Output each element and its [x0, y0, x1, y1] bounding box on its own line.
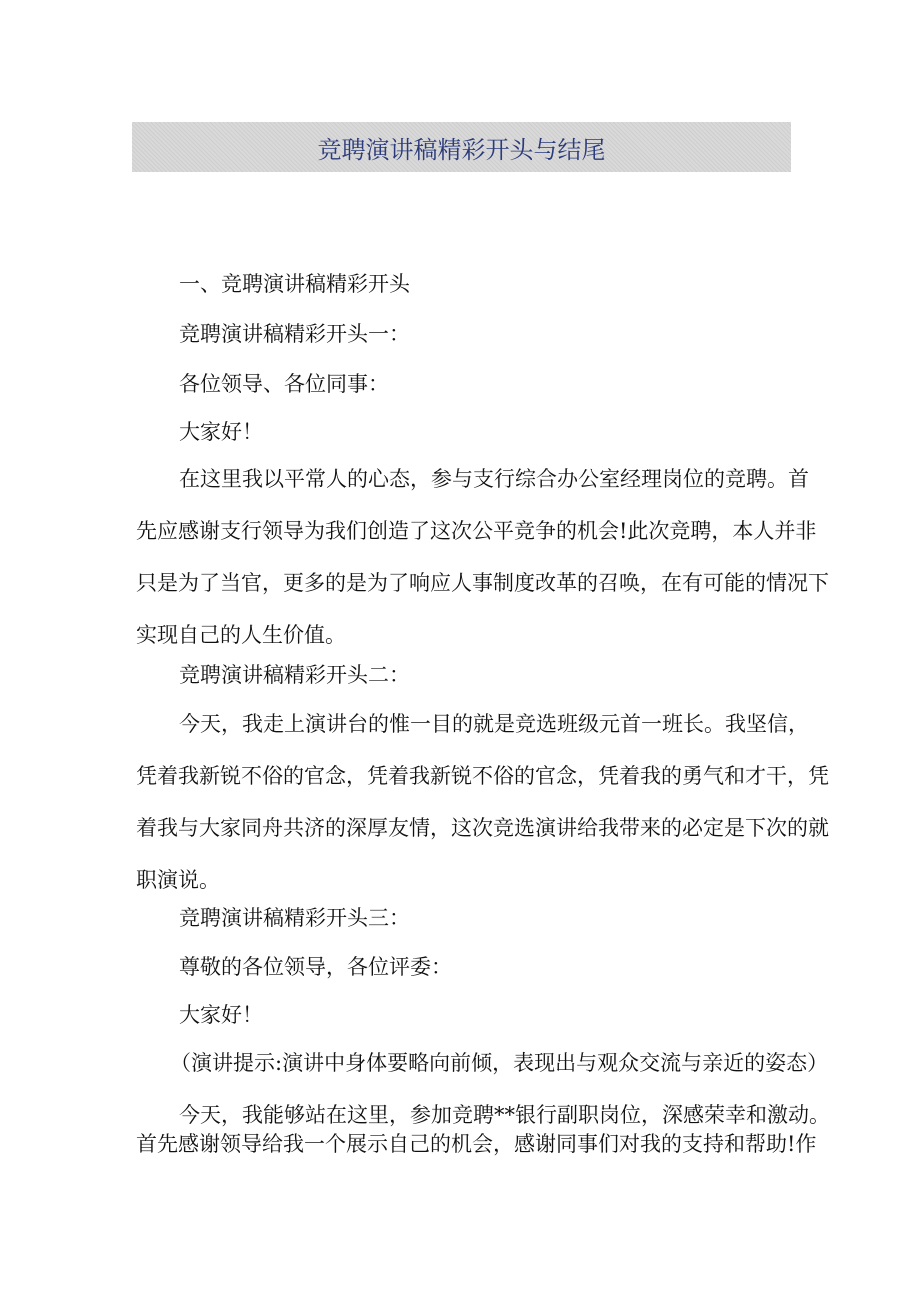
speech-tip: （演讲提示:演讲中身体要略向前倾，表现出与观众交流与亲近的姿态） [170, 1051, 829, 1075]
opening1-greeting: 大家好！ [179, 420, 263, 444]
opening1-body-line: 在这里我以平常人的心态，参与支行综合办公室经理岗位的竞聘。首 [179, 467, 809, 491]
opening2-label: 竞聘演讲稿精彩开头二： [179, 663, 410, 687]
title-banner [132, 122, 791, 172]
opening3-greeting: 大家好！ [179, 1003, 263, 1027]
opening2-body-line: 职演说。 [136, 868, 220, 892]
opening2-body-line: 今天，我走上演讲台的惟一目的就是竞选班级元首一班长。我坚信， [179, 712, 809, 736]
section-heading: 一、竞聘演讲稿精彩开头 [179, 272, 410, 296]
opening1-salutation: 各位领导、各位同事： [179, 372, 389, 396]
opening3-salutation: 尊敬的各位领导，各位评委： [179, 955, 452, 979]
opening3-body-line: 今天，我能够站在这里，参加竞聘**银行副职岗位，深感荣幸和激动。 [179, 1103, 830, 1127]
opening3-body [136, 1103, 830, 1161]
opening1-label: 竞聘演讲稿精彩开头一： [179, 322, 410, 346]
opening3-body-line: 首先感谢领导给我一个展示自己的机会，感谢同事们对我的支持和帮助!作 [136, 1132, 817, 1156]
opening1-body-line: 只是为了当官，更多的是为了响应人事制度改革的召唤，在有可能的情况下 [136, 571, 829, 595]
opening2-body-line: 着我与大家同舟共济的深厚友情，这次竞选演讲给我带来的必定是下次的就 [136, 816, 829, 840]
opening2-body-line: 凭着我新锐不俗的官念，凭着我新锐不俗的官念，凭着我的勇气和才干，凭 [136, 764, 829, 788]
document-title: 竞聘演讲稿精彩开头与结尾 [317, 135, 606, 164]
opening2-body [136, 712, 829, 920]
opening1-body [136, 467, 829, 675]
opening3-label: 竞聘演讲稿精彩开头三： [179, 906, 410, 930]
opening1-body-line: 实现自己的人生价值。 [136, 623, 346, 647]
opening1-body-line: 先应感谢支行领导为我们创造了这次公平竞争的机会!此次竞聘，本人并非 [136, 519, 817, 543]
